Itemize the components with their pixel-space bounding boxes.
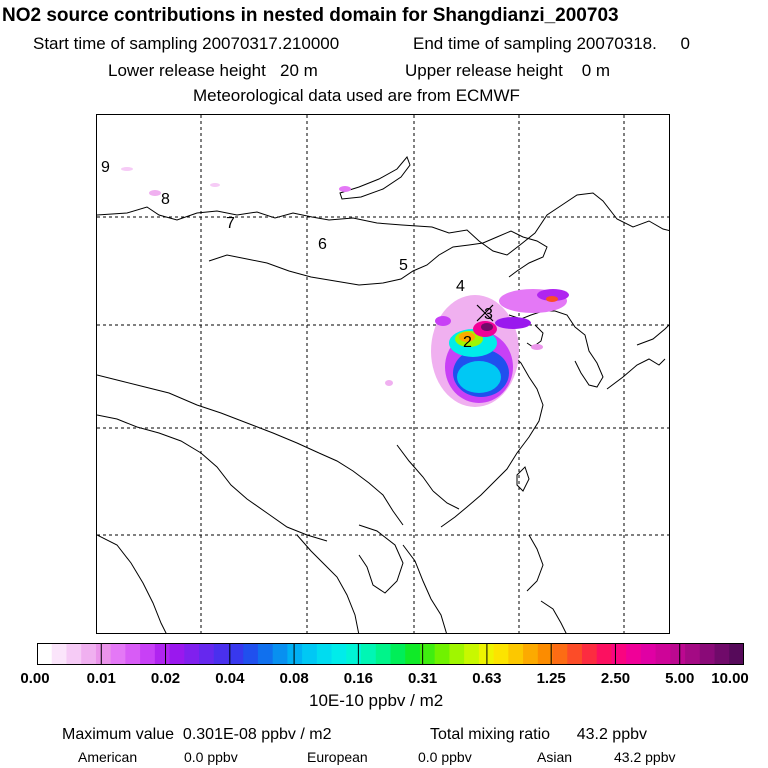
- colorbar-swatch: [715, 643, 730, 665]
- upper-release-label: Upper release height 0 m: [405, 61, 611, 80]
- colorbar-swatch: [700, 643, 715, 665]
- colorbar-swatch: [332, 643, 347, 665]
- colorbar-tick-label: 0.00: [20, 670, 50, 687]
- colorbar-tick-label: 0.31: [408, 670, 438, 687]
- colorbar-swatch: [435, 643, 450, 665]
- trajectory-label-3: 3: [484, 306, 493, 323]
- colorbar-swatch: [582, 643, 597, 665]
- asian-value: 43.2 ppbv: [614, 749, 676, 765]
- colorbar-swatch: [37, 643, 52, 665]
- colorbar-swatch: [96, 643, 111, 665]
- colorbar-swatch: [449, 643, 464, 665]
- trajectory-labels: [101, 159, 493, 351]
- colorbar-swatch: [391, 643, 406, 665]
- trajectory-label-2: 2: [463, 334, 472, 351]
- colorbar-swatch: [553, 643, 568, 665]
- colorbar-swatch: [140, 643, 155, 665]
- colorbar-swatch: [273, 643, 288, 665]
- colorbar-tick-label: 0.01: [86, 670, 116, 687]
- map-panel: [96, 114, 670, 634]
- colorbar-swatch: [641, 643, 656, 665]
- trajectory-label-4: 4: [456, 278, 465, 295]
- american-value: 0.0 ppbv: [184, 749, 238, 765]
- colorbar-swatch: [243, 643, 258, 665]
- colorbar-swatch: [228, 643, 243, 665]
- asian-label: Asian: [537, 749, 573, 765]
- colorbar-swatch: [125, 643, 140, 665]
- trajectory-label-6: 6: [318, 236, 327, 253]
- colorbar-swatch: [287, 643, 302, 665]
- coastlines-borders: [97, 157, 670, 634]
- colorbar-tick-label: 2.50: [600, 670, 631, 687]
- colorbar-swatch: [111, 643, 126, 665]
- colorbar-swatch: [567, 643, 582, 665]
- colorbar-swatch: [405, 643, 420, 665]
- colorbar-tick-label: 0.08: [279, 670, 309, 687]
- colorbar-swatch: [258, 643, 273, 665]
- map-canvas: [97, 115, 670, 634]
- colorbar-swatch: [626, 643, 641, 665]
- colorbar-tick-label: 1.25: [536, 670, 566, 687]
- colorbar-swatch: [302, 643, 317, 665]
- colorbar-swatch: [464, 643, 479, 665]
- trajectory-label-9: 9: [101, 159, 110, 176]
- colorbar-swatch: [346, 643, 361, 665]
- colorbar-swatch: [81, 643, 96, 665]
- colorbar-swatch: [376, 643, 391, 665]
- colorbar-swatch: [155, 643, 170, 665]
- plot-title: NO2 source contributions in nested domain for Shangdianzi_200703: [2, 5, 619, 26]
- colorbar-swatch: [66, 643, 81, 665]
- colorbar-swatch: [597, 643, 612, 665]
- american-label: American: [78, 749, 138, 765]
- start-time-label: Start time of sampling 20070317.210000: [33, 34, 340, 53]
- trajectory-label-5: 5: [399, 257, 408, 274]
- colorbar-swatch: [656, 643, 671, 665]
- colorbar-swatch: [317, 643, 332, 665]
- colorbar-tick-label: 10.00: [711, 670, 749, 687]
- max-value-label: Maximum value 0.301E-08 ppbv / m2: [62, 726, 332, 743]
- european-value: 0.0 ppbv: [418, 749, 472, 765]
- colorbar-swatch: [494, 643, 509, 665]
- lat-lon-grid: [97, 115, 670, 634]
- colorbar-tick-label: 5.00: [665, 670, 695, 687]
- trajectory-label-7: 7: [226, 215, 235, 232]
- colorbar-swatch: [729, 643, 744, 665]
- total-mixing-label: Total mixing ratio 43.2 ppbv: [430, 726, 647, 743]
- colorbar-swatch: [184, 643, 199, 665]
- colorbar-tick-label: 0.02: [150, 670, 181, 687]
- colorbar-tick-label: 0.04: [215, 670, 245, 687]
- colorbar-swatch: [52, 643, 67, 665]
- colorbar-swatch: [170, 643, 185, 665]
- colorbar-tick-label: 0.16: [343, 670, 373, 687]
- trajectory-label-8: 8: [161, 191, 170, 208]
- concentration-field: [121, 167, 569, 407]
- colorbar-swatch: [670, 643, 685, 665]
- colorbar-swatch: [361, 643, 376, 665]
- european-label: European: [307, 749, 368, 765]
- colorbar-swatch: [199, 643, 214, 665]
- met-data-label: Meteorological data used are from ECMWF: [193, 86, 520, 105]
- colorbar-swatch: [611, 643, 626, 665]
- lower-release-label: Lower release height 20 m: [108, 61, 318, 80]
- end-time-label: End time of sampling 20070318. 0: [413, 34, 690, 53]
- colorbar-tick-label: 0.63: [472, 670, 502, 687]
- colorbar-swatch: [214, 643, 229, 665]
- colorbar: [37, 643, 744, 665]
- colorbar-swatch: [685, 643, 700, 665]
- colorbar-swatch: [523, 643, 538, 665]
- colorbar-unit-label: 10E-10 ppbv / m2: [309, 691, 444, 710]
- colorbar-swatch: [508, 643, 523, 665]
